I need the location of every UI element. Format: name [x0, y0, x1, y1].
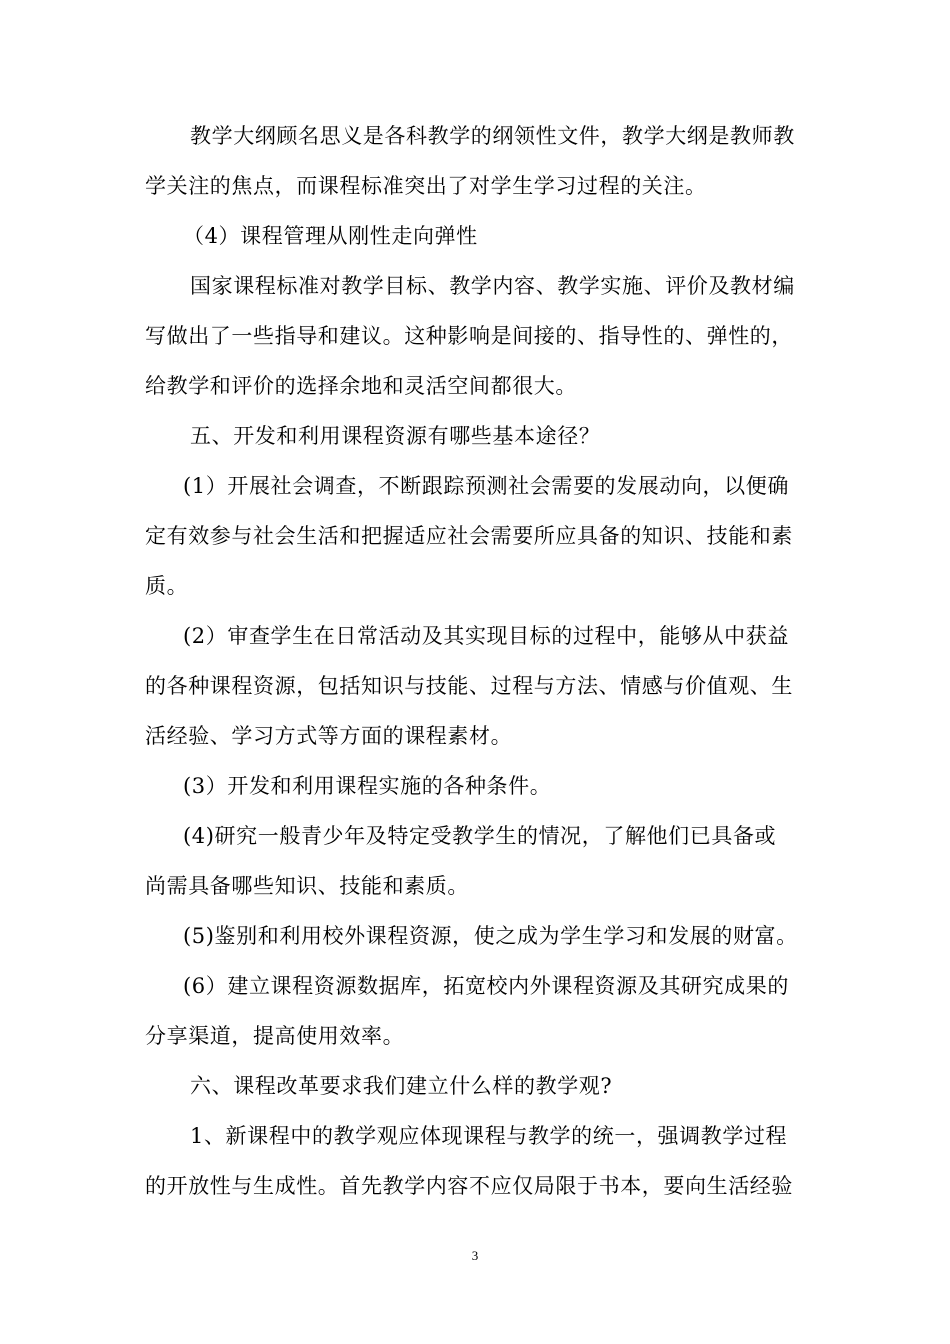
text-line: (3）开发和利用课程实施的各种条件。	[183, 774, 552, 798]
text-line: 给教学和评价的选择余地和灵活空间都很大。	[145, 374, 577, 398]
text-line: 写做出了一些指导和建议。这种影响是间接的、指导性的、弹性的，	[145, 324, 793, 348]
text-line: 的各种课程资源，包括知识与技能、过程与方法、情感与价值观、生	[145, 674, 793, 698]
text-line: 活经验、学习方式等方面的课程素材。	[145, 724, 513, 748]
text-line: 定有效参与社会生活和把握适应社会需要所应具备的知识、技能和素	[145, 524, 793, 548]
page-number: 3	[471, 1248, 479, 1263]
text-line: (5)鉴别和利用校外课程资源，使之成为学生学习和发展的财富。	[183, 924, 798, 948]
text-line: (1）开展社会调查，不断跟踪预测社会需要的发展动向，以便确	[183, 474, 789, 498]
text-line: 尚需具备哪些知识、技能和素质。	[145, 874, 469, 898]
text-line: (2）审查学生在日常活动及其实现目标的过程中，能够从中获益	[183, 624, 789, 648]
text-line: 学关注的焦点，而课程标准突出了对学生学习过程的关注。	[145, 174, 707, 198]
section-heading: 五、开发和利用课程资源有哪些基本途径？	[190, 424, 601, 448]
section-heading: 六、课程改革要求我们建立什么样的教学观?	[190, 1074, 613, 1098]
text-line: 的开放性与生成性。首先教学内容不应仅局限于书本，要向生活经验	[145, 1174, 793, 1198]
text-line: 1、新课程中的教学观应体现课程与教学的统一，强调教学过程	[190, 1124, 788, 1148]
text-line: (6）建立课程资源数据库，拓宽校内外课程资源及其研究成果的	[183, 974, 789, 998]
text-line: 分享渠道，提高使用效率。	[145, 1024, 405, 1048]
text-line: 教学大纲顾名思义是各科教学的纲领性文件，教学大纲是教师教	[190, 124, 795, 148]
text-line: 国家课程标准对教学目标、教学内容、教学实施、评价及教材编	[190, 274, 795, 298]
text-line: 质。	[145, 574, 189, 598]
section-heading: （4）课程管理从刚性走向弹性	[183, 224, 478, 248]
text-line: (4)研究一般青少年及特定受教学生的情况，了解他们已具备或	[183, 824, 777, 848]
